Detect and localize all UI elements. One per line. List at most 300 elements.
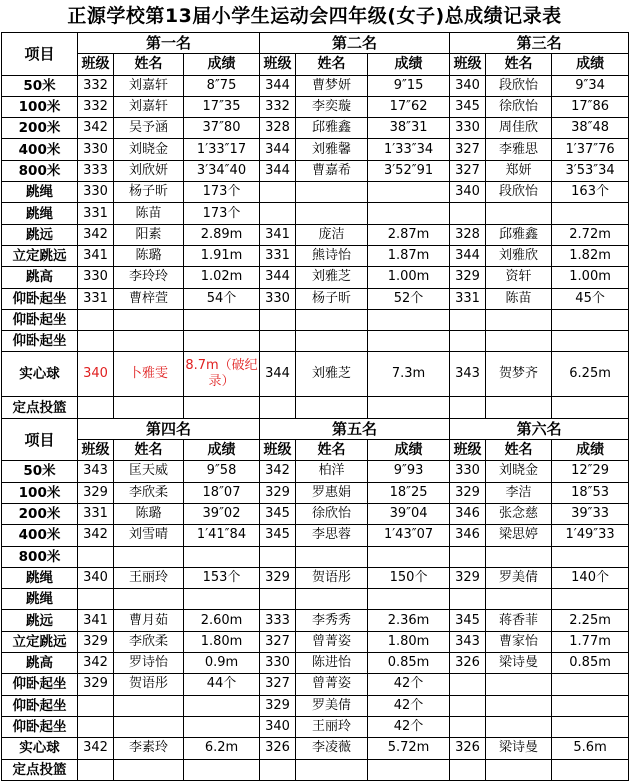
event-name: 100米	[2, 96, 78, 117]
event-name: 仰卧起坐	[2, 716, 78, 737]
column-header: 班级	[450, 440, 486, 461]
result-cell: 344	[260, 75, 296, 96]
result-cell: 王丽玲	[114, 567, 184, 588]
event-name: 800米	[2, 546, 78, 567]
result-cell: 李欣柔	[114, 631, 184, 652]
result-cell: 329	[78, 482, 114, 503]
result-cell	[552, 695, 629, 716]
result-cell: 1.87m	[368, 245, 450, 266]
event-name: 定点投篮	[2, 759, 78, 780]
result-cell: 18″07	[184, 482, 260, 503]
event-name: 仰卧起坐	[2, 674, 78, 695]
column-header: 班级	[450, 54, 486, 75]
event-name: 跳远	[2, 224, 78, 245]
result-cell: 344	[260, 160, 296, 181]
event-name: 仰卧起坐	[2, 309, 78, 330]
result-cell	[114, 397, 184, 418]
result-cell: 2.72m	[552, 224, 629, 245]
result-cell: 343	[78, 461, 114, 482]
table-row	[2, 695, 629, 716]
result-cell: 52个	[368, 288, 450, 309]
result-cell: 1.77m	[552, 631, 629, 652]
table-row	[2, 716, 629, 737]
event-name: 50米	[2, 75, 78, 96]
result-cell: 38″31	[368, 118, 450, 139]
result-cell: 杨子昕	[114, 182, 184, 203]
result-cell: 邱雅鑫	[296, 118, 368, 139]
result-cell	[486, 589, 552, 610]
result-cell: 42个	[368, 716, 450, 737]
result-cell: 342	[78, 224, 114, 245]
result-cell	[114, 309, 184, 330]
place-header-row	[2, 418, 629, 439]
result-cell: 346	[450, 525, 486, 546]
table-row	[2, 267, 629, 288]
result-cell: 2.89m	[184, 224, 260, 245]
result-cell: 5.6m	[552, 738, 629, 759]
table-row	[2, 245, 629, 266]
result-cell: 333	[260, 610, 296, 631]
result-cell: 342	[78, 738, 114, 759]
result-cell: 郑妍	[486, 160, 552, 181]
result-cell: 340	[450, 75, 486, 96]
result-cell: 邱雅鑫	[486, 224, 552, 245]
result-cell: 0.85m	[552, 653, 629, 674]
result-cell	[114, 331, 184, 352]
result-cell: 326	[450, 738, 486, 759]
table-row	[2, 160, 629, 181]
result-cell: 梁思婷	[486, 525, 552, 546]
result-cell	[78, 759, 114, 780]
result-cell: 344	[260, 267, 296, 288]
event-name: 跳绳	[2, 203, 78, 224]
result-cell: 李奕璇	[296, 96, 368, 117]
column-header: 成绩	[552, 54, 629, 75]
result-cell	[78, 309, 114, 330]
result-cell: 54个	[184, 288, 260, 309]
result-cell: 刘雅馨	[296, 139, 368, 160]
result-cell: 2.60m	[184, 610, 260, 631]
result-cell	[260, 589, 296, 610]
table-row	[2, 96, 629, 117]
result-cell	[486, 759, 552, 780]
table-row	[2, 503, 629, 524]
result-cell: 李玲玲	[114, 267, 184, 288]
result-cell: 331	[78, 203, 114, 224]
result-cell: 329	[78, 631, 114, 652]
result-cell: 340	[78, 567, 114, 588]
result-cell: 1.80m	[368, 631, 450, 652]
result-cell	[368, 182, 450, 203]
result-cell: 罗美倩	[296, 695, 368, 716]
result-cell: 327	[450, 139, 486, 160]
result-cell: 173个	[184, 182, 260, 203]
result-cell: 9″93	[368, 461, 450, 482]
event-name: 立定跳远	[2, 631, 78, 652]
event-name: 跳绳	[2, 567, 78, 588]
result-cell	[78, 331, 114, 352]
result-cell: 342	[78, 118, 114, 139]
result-cell: 刘雅欣	[486, 245, 552, 266]
result-cell: 345	[260, 503, 296, 524]
result-cell: 329	[450, 482, 486, 503]
result-cell: 李雅思	[486, 139, 552, 160]
result-cell: 1.82m	[552, 245, 629, 266]
result-cell: 9″58	[184, 461, 260, 482]
result-cell	[486, 716, 552, 737]
result-cell: 330	[78, 139, 114, 160]
table-row	[2, 309, 629, 330]
result-cell	[78, 546, 114, 567]
result-cell	[368, 546, 450, 567]
result-cell	[114, 759, 184, 780]
result-cell: 345	[450, 610, 486, 631]
result-cell: 3′34″40	[184, 160, 260, 181]
result-cell: 曹嘉希	[296, 160, 368, 181]
result-cell: 38″48	[552, 118, 629, 139]
table-row	[2, 118, 629, 139]
result-cell: 周佳欣	[486, 118, 552, 139]
result-cell	[486, 546, 552, 567]
result-cell	[368, 589, 450, 610]
result-cell: 李素玲	[114, 738, 184, 759]
result-cell: 332	[260, 96, 296, 117]
result-cell: 42个	[368, 695, 450, 716]
column-header: 成绩	[368, 440, 450, 461]
result-cell	[552, 203, 629, 224]
result-cell: 17″86	[552, 96, 629, 117]
event-name: 实心球	[2, 352, 78, 397]
result-cell: 7.3m	[368, 352, 450, 397]
place-header: 第四名	[78, 418, 260, 439]
result-cell: 329	[450, 567, 486, 588]
column-header: 成绩	[184, 54, 260, 75]
result-cell	[78, 397, 114, 418]
result-cell: 2.36m	[368, 610, 450, 631]
result-cell: 贺语彤	[114, 674, 184, 695]
result-cell: 曹家怡	[486, 631, 552, 652]
table-row	[2, 75, 629, 96]
result-cell	[368, 203, 450, 224]
result-cell: 330	[450, 118, 486, 139]
result-cell: 330	[260, 653, 296, 674]
record-result-cell: 8.7m（破纪录）	[184, 352, 260, 397]
column-header: 成绩	[552, 440, 629, 461]
table-row	[2, 589, 629, 610]
result-cell	[184, 716, 260, 737]
project-label: 项目	[2, 33, 78, 76]
result-cell: 342	[78, 525, 114, 546]
result-cell: 1′41″84	[184, 525, 260, 546]
table-row	[2, 653, 629, 674]
result-cell: 刘晓金	[486, 461, 552, 482]
result-cell	[296, 309, 368, 330]
result-cell: 37″80	[184, 118, 260, 139]
result-cell	[296, 182, 368, 203]
result-cell	[260, 309, 296, 330]
result-cell: 匡天威	[114, 461, 184, 482]
result-cell: 332	[78, 75, 114, 96]
result-cell: 329	[260, 482, 296, 503]
result-cell: 庞洁	[296, 224, 368, 245]
column-header: 姓名	[296, 54, 368, 75]
result-cell: 柏洋	[296, 461, 368, 482]
result-cell: 资轩	[486, 267, 552, 288]
result-cell: 42个	[368, 674, 450, 695]
result-cell: 331	[450, 288, 486, 309]
table-row	[2, 631, 629, 652]
result-cell	[78, 589, 114, 610]
result-cell: 熊诗怡	[296, 245, 368, 266]
result-cell	[450, 397, 486, 418]
result-cell: 2.25m	[552, 610, 629, 631]
result-cell	[450, 546, 486, 567]
result-cell: 陈璐	[114, 503, 184, 524]
result-cell	[486, 397, 552, 418]
result-cell: 3′53″34	[552, 160, 629, 181]
result-cell: 3′52″91	[368, 160, 450, 181]
result-cell: 贺语彤	[296, 567, 368, 588]
column-header: 姓名	[486, 440, 552, 461]
result-cell: 5.72m	[368, 738, 450, 759]
result-cell: 6.2m	[184, 738, 260, 759]
result-cell: 段欣怡	[486, 75, 552, 96]
table-row	[2, 482, 629, 503]
result-cell: 陈进怡	[296, 653, 368, 674]
result-cell: 1′37″76	[552, 139, 629, 160]
result-cell: 18″25	[368, 482, 450, 503]
result-cell: 340	[450, 182, 486, 203]
event-name: 100米	[2, 482, 78, 503]
result-cell: 刘雅芝	[296, 352, 368, 397]
result-cell: 343	[450, 352, 486, 397]
result-cell: 陈苗	[486, 288, 552, 309]
result-cell: 344	[260, 352, 296, 397]
result-cell	[260, 759, 296, 780]
table-row	[2, 525, 629, 546]
result-cell: 331	[78, 288, 114, 309]
result-cell	[184, 759, 260, 780]
result-cell: 39″02	[184, 503, 260, 524]
table-row	[2, 203, 629, 224]
result-cell: 1′33″17	[184, 139, 260, 160]
result-cell	[552, 331, 629, 352]
event-name: 实心球	[2, 738, 78, 759]
column-header: 成绩	[184, 440, 260, 461]
column-header: 姓名	[114, 54, 184, 75]
page-title: 正源学校第13届小学生运动会四年级(女子)总成绩记录表	[67, 5, 562, 27]
result-cell	[296, 331, 368, 352]
event-name: 立定跳远	[2, 245, 78, 266]
result-cell: 163个	[552, 182, 629, 203]
place-header: 第五名	[260, 418, 450, 439]
result-cell: 327	[260, 674, 296, 695]
event-name: 跳远	[2, 610, 78, 631]
result-cell: 张念慈	[486, 503, 552, 524]
result-cell: 342	[78, 653, 114, 674]
result-cell	[114, 546, 184, 567]
result-cell: 329	[450, 267, 486, 288]
result-cell: 1′33″34	[368, 139, 450, 160]
result-cell: 328	[260, 118, 296, 139]
result-cell: 333	[78, 160, 114, 181]
result-cell: 曹梦妍	[296, 75, 368, 96]
place-header-row	[2, 33, 629, 54]
result-cell: 罗美倩	[486, 567, 552, 588]
result-cell	[260, 331, 296, 352]
result-cell: 李凌薇	[296, 738, 368, 759]
result-cell: 331	[78, 503, 114, 524]
result-cell	[368, 309, 450, 330]
project-label: 项目	[2, 418, 78, 461]
result-cell: 331	[260, 245, 296, 266]
result-cell	[368, 397, 450, 418]
place-header: 第二名	[260, 33, 450, 54]
event-name: 跳绳	[2, 182, 78, 203]
result-cell	[552, 397, 629, 418]
result-cell: 梁诗曼	[486, 738, 552, 759]
result-cell: 刘雅芝	[296, 267, 368, 288]
result-cell: 段欣怡	[486, 182, 552, 203]
result-cell: 330	[260, 288, 296, 309]
result-cell: 1.02m	[184, 267, 260, 288]
column-header: 班级	[260, 440, 296, 461]
result-cell	[486, 203, 552, 224]
result-cell	[450, 331, 486, 352]
result-cell: 徐欣怡	[296, 503, 368, 524]
result-cell: 曹月茹	[114, 610, 184, 631]
result-cell: 梁诗曼	[486, 653, 552, 674]
results-table-body	[2, 33, 629, 781]
result-cell	[450, 759, 486, 780]
result-cell	[184, 331, 260, 352]
result-cell: 1.91m	[184, 245, 260, 266]
result-cell: 陈璐	[114, 245, 184, 266]
result-cell: 刘晓金	[114, 139, 184, 160]
event-name: 200米	[2, 118, 78, 139]
result-cell: 1.00m	[368, 267, 450, 288]
result-cell	[368, 759, 450, 780]
place-header: 第一名	[78, 33, 260, 54]
result-cell: 346	[450, 503, 486, 524]
result-cell: 罗惠娟	[296, 482, 368, 503]
result-cell: 0.85m	[368, 653, 450, 674]
result-cell: 曾菁姿	[296, 674, 368, 695]
table-row	[2, 352, 629, 397]
result-cell: 9″15	[368, 75, 450, 96]
event-name: 跳高	[2, 653, 78, 674]
result-cell: 341	[78, 245, 114, 266]
place-header: 第三名	[450, 33, 629, 54]
result-cell	[552, 759, 629, 780]
result-cell: 330	[78, 182, 114, 203]
table-row	[2, 610, 629, 631]
result-cell	[450, 695, 486, 716]
result-cell	[114, 589, 184, 610]
result-cell	[260, 182, 296, 203]
result-cell: 刘嘉轩	[114, 75, 184, 96]
result-cell: 332	[78, 96, 114, 117]
column-header: 班级	[78, 440, 114, 461]
result-cell: 327	[450, 160, 486, 181]
result-cell: 150个	[368, 567, 450, 588]
result-cell: 贺梦齐	[486, 352, 552, 397]
result-cell: 1′49″33	[552, 525, 629, 546]
result-cell: 329	[78, 674, 114, 695]
result-cell: 39″33	[552, 503, 629, 524]
result-cell: 329	[260, 695, 296, 716]
result-cell: 173个	[184, 203, 260, 224]
result-cell: 341	[260, 224, 296, 245]
result-cell: 340	[260, 716, 296, 737]
table-row	[2, 139, 629, 160]
result-cell: 刘嘉轩	[114, 96, 184, 117]
result-cell: 刘雪晴	[114, 525, 184, 546]
column-header-row	[2, 440, 629, 461]
result-cell: 327	[260, 631, 296, 652]
result-cell: 328	[450, 224, 486, 245]
event-name: 跳高	[2, 267, 78, 288]
table-row	[2, 224, 629, 245]
result-cell: 杨子昕	[296, 288, 368, 309]
result-cell	[114, 716, 184, 737]
result-cell: 345	[260, 525, 296, 546]
result-cell	[450, 203, 486, 224]
result-cell	[486, 309, 552, 330]
table-row	[2, 288, 629, 309]
result-cell	[552, 674, 629, 695]
result-cell	[296, 397, 368, 418]
event-name: 仰卧起坐	[2, 288, 78, 309]
result-cell	[184, 397, 260, 418]
result-cell	[552, 546, 629, 567]
result-cell: 340	[78, 352, 114, 397]
result-cell: 李思蓉	[296, 525, 368, 546]
event-name: 跳绳	[2, 589, 78, 610]
result-cell: 345	[450, 96, 486, 117]
result-cell	[486, 674, 552, 695]
result-cell	[78, 695, 114, 716]
result-cell	[260, 546, 296, 567]
result-cell: 1.00m	[552, 267, 629, 288]
result-cell: 9″34	[552, 75, 629, 96]
result-cell: 阳素	[114, 224, 184, 245]
result-cell	[78, 716, 114, 737]
result-cell	[184, 589, 260, 610]
result-cell: 17″35	[184, 96, 260, 117]
result-cell	[486, 331, 552, 352]
result-cell: 1′43″07	[368, 525, 450, 546]
result-cell: 153个	[184, 567, 260, 588]
result-cell: 344	[260, 139, 296, 160]
result-cell: 326	[260, 738, 296, 759]
event-name: 400米	[2, 525, 78, 546]
result-cell	[184, 695, 260, 716]
result-cell: 2.87m	[368, 224, 450, 245]
event-name: 50米	[2, 461, 78, 482]
event-name: 400米	[2, 139, 78, 160]
result-cell: 曾菁姿	[296, 631, 368, 652]
result-cell: 45个	[552, 288, 629, 309]
result-cell	[450, 674, 486, 695]
result-cell: 李秀秀	[296, 610, 368, 631]
table-row	[2, 759, 629, 780]
result-cell	[368, 331, 450, 352]
result-cell	[260, 203, 296, 224]
result-cell: 44个	[184, 674, 260, 695]
results-table	[1, 32, 629, 781]
result-cell: 140个	[552, 567, 629, 588]
